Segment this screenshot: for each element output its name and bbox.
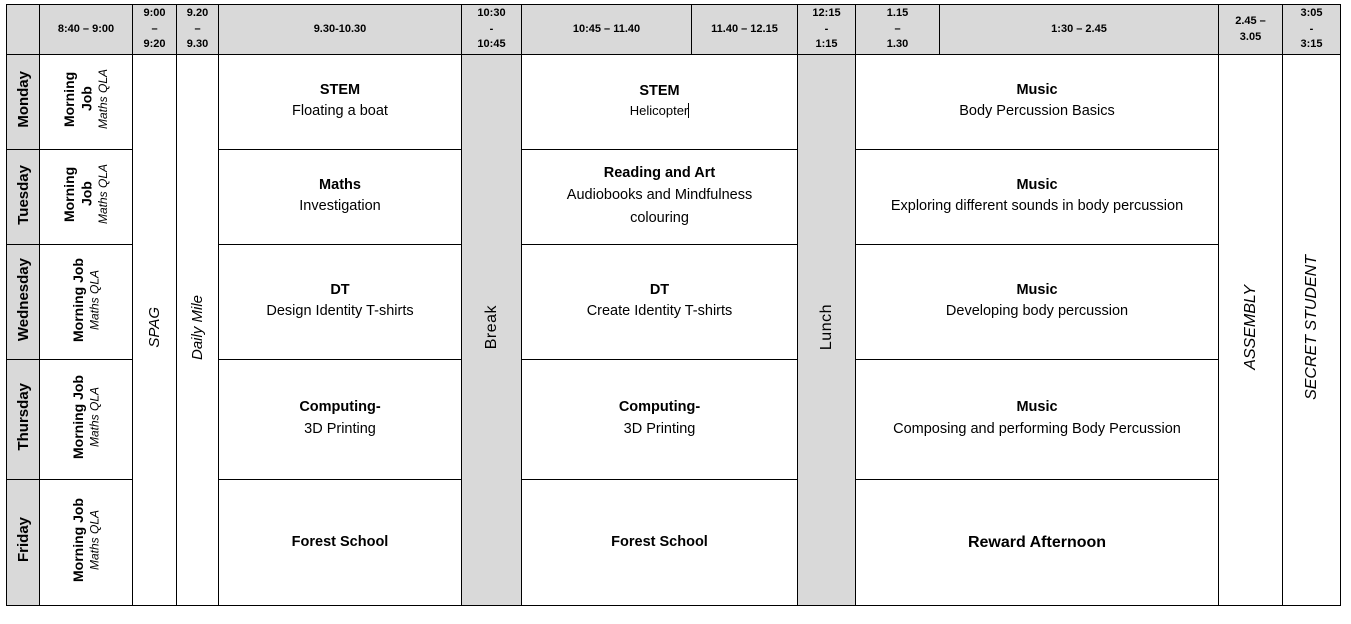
header-time-1: 8:40 – 9:00 [40, 5, 133, 55]
header-time-4: 9.30-10.30 [219, 5, 462, 55]
morning-job-thursday: Morning Job Maths QLA [40, 360, 133, 480]
lesson-tuesday-2: Reading and Art Audiobooks and Mindfulness colouring [522, 150, 798, 245]
lesson-thursday-2: Computing- 3D Printing [522, 360, 798, 480]
header-time-9: 1.15 – 1.30 [856, 5, 940, 55]
header-time-10: 1:30 – 2.45 [940, 5, 1219, 55]
header-time-5: 10:30 - 10:45 [462, 5, 522, 55]
header-time-2: 9:00 – 9:20 [133, 5, 177, 55]
lesson-thursday-1: Computing- 3D Printing [219, 360, 462, 480]
assembly-cell: ASSEMBLY [1219, 55, 1283, 606]
row-monday [7, 55, 1341, 150]
lesson-wednesday-3: Music Developing body percussion [856, 245, 1219, 360]
header-time-3: 9.20 – 9.30 [177, 5, 219, 55]
lesson-wednesday-2: DT Create Identity T-shirts [522, 245, 798, 360]
lesson-thursday-3: Music Composing and performing Body Percussion [856, 360, 1219, 480]
lesson-friday-2: Forest School [522, 480, 798, 606]
morning-job-monday: Morning Job Maths QLA [40, 55, 133, 150]
lesson-monday-1: STEM Floating a boat [219, 55, 462, 150]
daily-mile-cell: Daily Mile [177, 55, 219, 606]
lunch-cell: Lunch [798, 55, 856, 606]
timetable [6, 4, 1341, 606]
header-time-8: 12:15 - 1:15 [798, 5, 856, 55]
day-cell-monday: Monday [7, 55, 40, 150]
day-cell-tuesday: Tuesday [7, 150, 40, 245]
lesson-tuesday-3: Music Exploring different sounds in body percussion [856, 150, 1219, 245]
lesson-wednesday-1: DT Design Identity T-shirts [219, 245, 462, 360]
lesson-tuesday-1: Maths Investigation [219, 150, 462, 245]
lesson-friday-3: Reward Afternoon [856, 480, 1219, 606]
break-cell: Break [462, 55, 522, 606]
morning-job-tuesday: Morning Job Maths QLA [40, 150, 133, 245]
day-cell-friday: Friday [7, 480, 40, 606]
day-cell-wednesday: Wednesday [7, 245, 40, 360]
morning-job-friday: Morning Job Maths QLA [40, 480, 133, 606]
spag-cell: SPAG [133, 55, 177, 606]
header-row [7, 5, 1341, 55]
lesson-monday-2: STEM Helicopter [522, 55, 798, 150]
secret-student-cell: SECRET STUDENT [1283, 55, 1341, 606]
header-time-11: 2.45 – 3.05 [1219, 5, 1283, 55]
header-corner [7, 5, 40, 55]
morning-job-wednesday: Morning Job Maths QLA [40, 245, 133, 360]
header-time-6: 10:45 – 11.40 [522, 5, 692, 55]
lesson-friday-1: Forest School [219, 480, 462, 606]
day-cell-thursday: Thursday [7, 360, 40, 480]
header-time-7: 11.40 – 12.15 [692, 5, 798, 55]
lesson-monday-3: Music Body Percussion Basics [856, 55, 1219, 150]
header-time-12: 3:05 - 3:15 [1283, 5, 1341, 55]
